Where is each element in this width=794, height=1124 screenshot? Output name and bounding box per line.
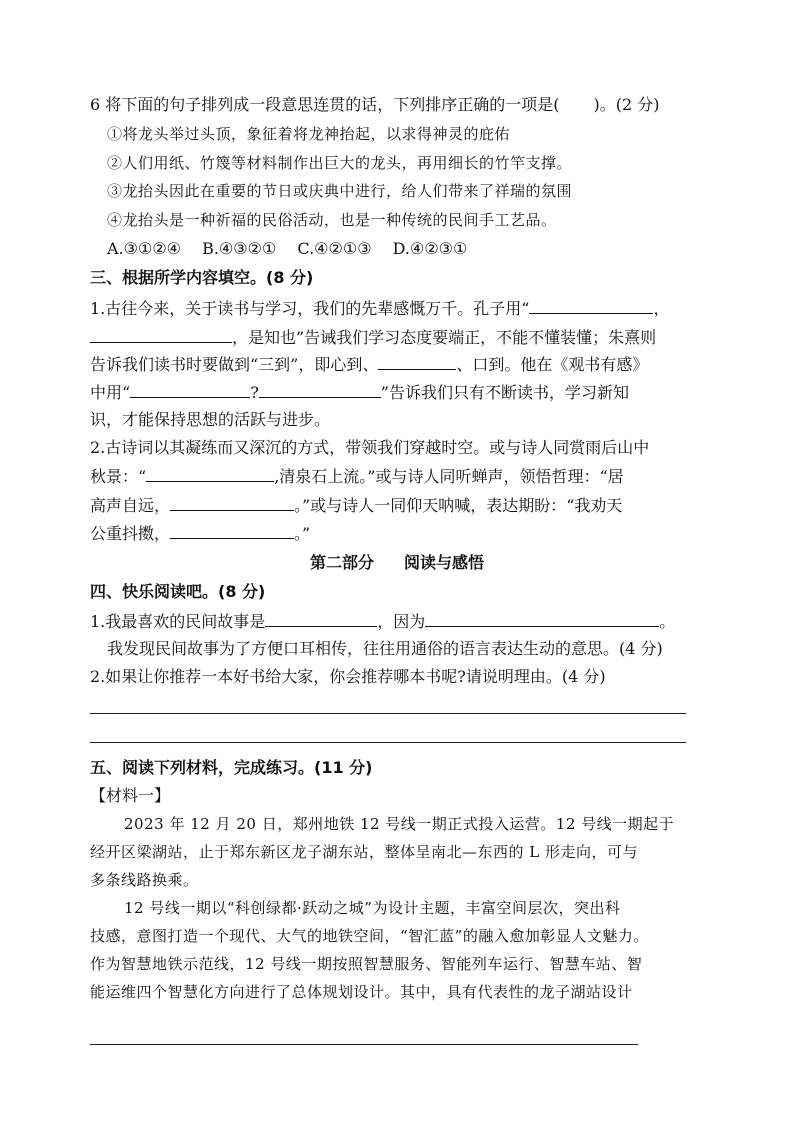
s4-q2: 2.如果让你推荐一本好书给大家，你会推荐哪本书呢?请说明理由。(4 分) xyxy=(90,667,606,686)
s4-q1-blank-2[interactable] xyxy=(425,610,659,627)
s3-q1-line1: 1.古往今来，关于读书与学习，我们的先辈感慨万千。孔子用“ ， xyxy=(90,299,670,318)
s4-q1-line2: 我发现民间故事为了方便口耳相传，往往用通俗的语言表达生动的意思。(4 分) xyxy=(107,639,663,658)
s3-q1-line5: 识，才能保持思想的活跃与进步。 xyxy=(90,410,331,429)
section-4-title: 四、快乐阅读吧。(8 分) xyxy=(90,582,266,601)
answer-line-2[interactable] xyxy=(90,742,686,743)
s3-q1-line2: ，是知也”告诫我们学习态度要端正，不能不懂装懂；朱熹则 xyxy=(90,326,656,349)
material-p2-line1: 12 号线一期以“科创绿都·跃动之城”为设计主题，丰富空间层次，突出科 xyxy=(124,899,621,917)
s3-q1-blank-3[interactable] xyxy=(378,353,456,370)
q6-sentence-2: ②人们用纸、竹篾等材料制作出巨大的龙头，再用细长的竹竿支撑。 xyxy=(107,154,573,172)
s3-q1-blank-5[interactable] xyxy=(259,381,381,398)
material-p2-line3: 作为智慧地铁示范线，12 号线一期按照智慧服务、智能列车运行、智慧车站、智 xyxy=(90,955,643,973)
material-p1-line2: 经开区梁湖站，止于郑东新区龙子湖东站，整体呈南北—东西的 L 形走向，可与 xyxy=(90,843,639,861)
s3-q2-blank-3[interactable] xyxy=(170,522,294,539)
material-p2-line2: 技感，意图打造一个现代、大气的地铁空间，“智汇蓝”的融入愈加彰显人文魅力。 xyxy=(90,927,649,945)
s3-q2-line3: 高声自远， 。”或与诗人一同仰天呐喊，表达期盼：“我劝天 xyxy=(90,496,623,515)
s3-q2-line4: 公重抖擞， 。” xyxy=(90,524,311,543)
q6-sentence-1: ①将龙头举过头顶，象征着将龙神抬起，以求得神灵的庇佑 xyxy=(107,125,511,143)
s3-q1-line4: 中用“ ? ”告诉我们只有不断读书，学习新知 xyxy=(90,383,629,402)
material-p1-line1: 2023 年 12 月 20 日，郑州地铁 12 号线一期正式投入运营。12 号线一期起于 xyxy=(124,815,675,833)
answer-line-1[interactable] xyxy=(90,713,686,714)
s3-q2-blank-2[interactable] xyxy=(170,494,294,511)
part-2-title: 第二部分 阅读与感悟 xyxy=(309,553,485,572)
section-5-title: 五、阅读下列材料，完成练习。(11 分) xyxy=(90,758,373,777)
q6-options: A.③①②④ B.④③②① C.④②①③ D.④②③① xyxy=(107,239,468,258)
s3-q1-blank-2[interactable] xyxy=(90,326,232,343)
s3-q2-blank-1[interactable] xyxy=(146,465,274,482)
s3-q2-line2: 秋景：“ ,清泉石上流。”或与诗人同听蝉声，领悟哲理：“居 xyxy=(90,467,624,486)
q6-stem: 6 将下面的句子排列成一段意思连贯的话，下列排序正确的一项是( )。(2 分) xyxy=(90,95,660,114)
material-label: 【材料一】 xyxy=(90,786,171,805)
s3-q1-line3: 告诉我们读书时要做到“三到”，即心到、 、口到。他在《观书有感》 xyxy=(90,355,649,374)
page-footer-rule xyxy=(90,1044,638,1045)
material-p2-line4: 能运维四个智慧化方向进行了总体规划设计。其中，具有代表性的龙子湖站设计 xyxy=(90,983,633,1001)
s3-q2-line1: 2.古诗词以其凝练而又深沉的方式，带领我们穿越时空。或与诗人同赏雨后山中 xyxy=(90,438,650,457)
material-p1-line3: 多条线路换乘。 xyxy=(90,871,199,889)
s4-q1-blank-1[interactable] xyxy=(265,610,377,627)
section-3-title: 三、根据所学内容填空。(8 分) xyxy=(90,268,314,287)
s3-q1-blank-1[interactable] xyxy=(529,297,653,314)
s4-q1-line1: 1.我最喜欢的民间故事是 ，因为 。 xyxy=(90,612,676,631)
q6-sentence-4: ④龙抬头是一种祈福的民俗活动，也是一种传统的民间手工艺品。 xyxy=(107,211,557,229)
s3-q1-blank-4[interactable] xyxy=(130,381,250,398)
q6-sentence-3: ③龙抬头因此在重要的节日或庆典中进行，给人们带来了祥瑞的氛围 xyxy=(107,182,573,200)
